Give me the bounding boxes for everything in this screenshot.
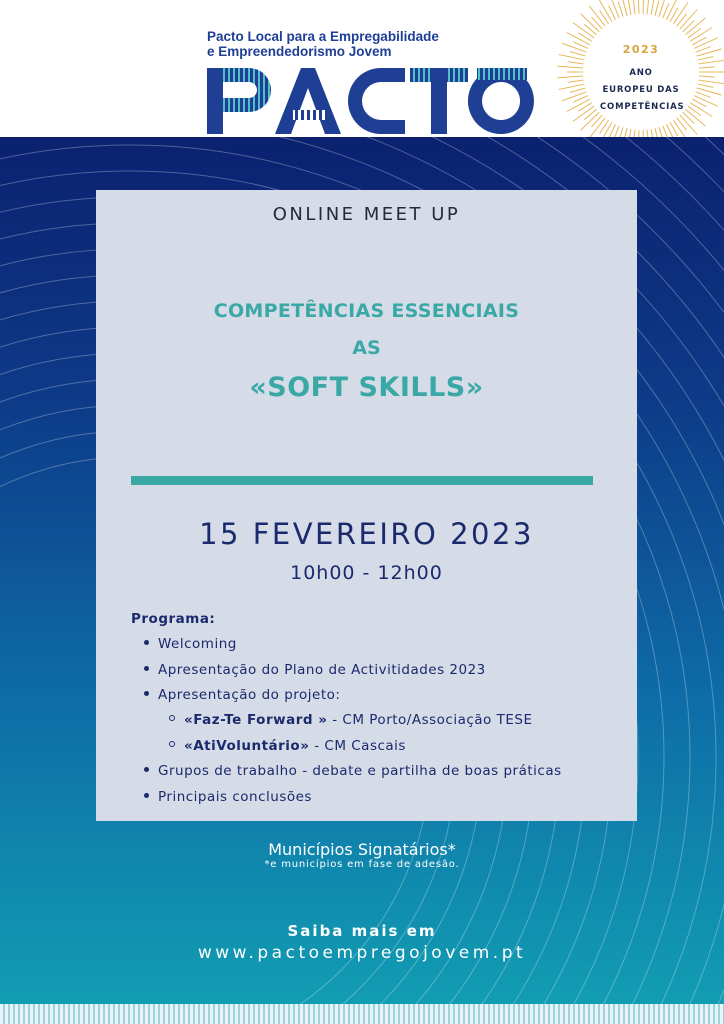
sub-bullet-icon xyxy=(169,715,175,721)
sub-bullet-icon xyxy=(169,741,175,747)
list-item xyxy=(144,763,562,779)
program-item-1: Welcoming xyxy=(158,636,237,652)
seal-year: 2023 xyxy=(622,43,660,56)
list-item xyxy=(169,738,406,754)
tagline-line-2: e Empreendedorismo Jovem xyxy=(207,44,392,59)
program-sub-1-org: - CM Porto/Associação TESE xyxy=(327,712,533,728)
list-item xyxy=(144,636,237,652)
event-type: ONLINE MEET UP xyxy=(272,204,461,225)
seal-line-1: ANO xyxy=(629,68,653,78)
program-item-5: Principais conclusões xyxy=(158,789,312,805)
program-title: Programa: xyxy=(131,611,216,627)
event-title-line-1: COMPETÊNCIAS ESSENCIAIS xyxy=(213,300,520,322)
pacto-logo xyxy=(205,66,535,138)
bullet-icon xyxy=(144,767,149,772)
header xyxy=(0,0,724,137)
bullet-icon xyxy=(144,691,149,696)
sun-burst-icon xyxy=(555,0,724,160)
seal-line-3: COMPETÊNCIAS xyxy=(600,102,685,112)
list-item xyxy=(144,662,486,678)
seal-line-2: EUROPEU DAS xyxy=(602,85,680,95)
bullet-icon xyxy=(144,666,149,671)
tagline-line-1: Pacto Local para a Empregabilidade xyxy=(207,29,439,44)
program-item-4: Grupos de trabalho - debate e partilha de boas práticas xyxy=(158,763,562,779)
program-sub-1-title: «Faz-Te Forward » xyxy=(184,712,328,728)
event-title-line-3: «SOFT SKILLS» xyxy=(249,372,484,403)
municipios-note: *e municípios em fase de adesão. xyxy=(264,859,460,870)
list-item xyxy=(144,687,340,703)
list-item xyxy=(144,789,312,805)
program-sub-2-org: - CM Cascais xyxy=(309,738,406,754)
tagline xyxy=(207,29,439,59)
list-item xyxy=(169,712,532,728)
divider-bar xyxy=(131,476,593,485)
program-sub-2-title: «AtiVoluntário» xyxy=(184,738,310,754)
program-item-3: Apresentação do projeto: xyxy=(158,687,341,703)
website-link[interactable]: www.pactoempregojovem.pt xyxy=(197,943,527,963)
event-title-line-2: AS xyxy=(352,337,381,359)
municipios-heading: Municípios Signatários* xyxy=(268,840,456,859)
bottom-stripe xyxy=(0,1004,724,1024)
bullet-icon xyxy=(144,640,149,645)
event-date: 15 FEVEREIRO 2023 xyxy=(199,517,534,551)
learn-more-label: Saiba mais em xyxy=(287,922,437,940)
bullet-icon xyxy=(144,793,149,798)
program-item-2: Apresentação do Plano de Activitidades 2023 xyxy=(158,662,486,678)
event-time: 10h00 - 12h00 xyxy=(290,562,443,584)
event-card xyxy=(96,190,637,821)
